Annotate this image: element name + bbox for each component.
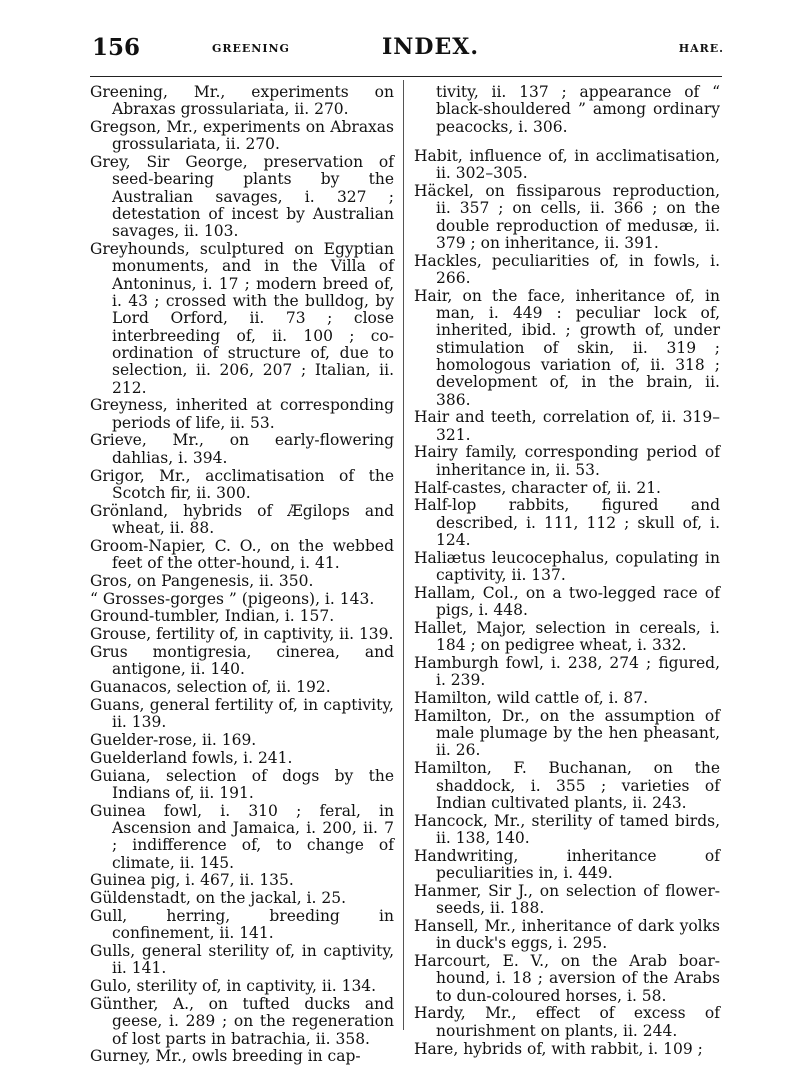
index-entry: Harcourt, E. V., on the Arab boar-hound, i. 18 ; aversion of the Arabs to dun-coloured horses, i. 58. [414,952,720,1005]
index-entry: Greyhounds, sculptured on Egyptian monuments, and in the Villa of Antoninus, i. 17 ; modern breed of, i. 43 ; crossed with the bulldog, by Lord Orford, ii. 73 ; close interbreeding of, ii. 100 ; co-ordination of structure of, due to selection, ii. 206, 207 ; Italian, ii. 212. [90,240,394,397]
index-entry: Gull, herring, breeding in confinement, ii. 141. [90,906,394,943]
index-entry: Grouse, fertility of, in captivity, ii. 139. [90,625,394,644]
index-entry: Hair and teeth, correlation of, ii. 319–321. [414,408,720,444]
index-entry: Hardy, Mr., effect of excess of nourishment on plants, ii. 244. [414,1004,720,1040]
index-entry: Hallam, Col., on a two-legged race of pigs, i. 448. [414,583,720,620]
index-entry: Groom-Napier, C. O., on the webbed feet of the otter-hound, i. 41. [90,536,394,573]
index-entry: Half-lop rabbits, figured and described, i. 111, 112 ; skull of, i. 124. [414,496,720,549]
index-entry: Guans, general fertility of, in captivity, ii. 139. [90,695,394,732]
index-entry: Ground-tumbler, Indian, i. 157. [90,607,335,626]
index-entry: Gulo, sterility of, in captivity, ii. 134. [90,977,377,996]
index-entry: Grönland, hybrids of Ægilops and wheat, ii. 88. [90,501,394,537]
running-head-title: INDEX. [382,34,479,60]
index-entry: Hamilton, F. Buchanan, on the shaddock, i. 355 ; varieties of Indian cultivated plants, ii. 243. [414,759,720,812]
page-header [92,34,732,68]
index-entry: Gros, on Pangenesis, ii. 350. [90,571,314,590]
index-entry: Guelderland fowls, i. 241. [90,748,293,767]
header-rule [90,76,722,77]
index-entry: Hamburgh fowl, i. 238, 274 ; figured, i. 239. [414,654,720,690]
index-entry: Hansell, Mr., inheritance of dark yolks in duck's eggs, i. 295. [414,916,720,953]
index-entry: Gregson, Mr., experiments on Abraxas grossulariata, ii. 270. [90,118,394,154]
right-column [414,84,720,1058]
index-entry: Hairy family, corresponding period of inheritance in, ii. 53. [414,443,720,479]
index-entry: Greening, Mr., experiments on Abraxas grossulariata, ii. 270. [90,83,394,119]
index-entry: Haliætus leucocephalus, copulating in captivity, ii. 137. [414,548,720,585]
page-number: 156 [92,34,141,61]
index-entry: Hackles, peculiarities of, in fowls, i. 266. [414,251,720,287]
index-entry: Half-castes, character of, ii. 21. [414,478,661,497]
index-entry: Hancock, Mr., sterility of tamed birds, ii. 138, 140. [414,811,720,847]
index-entry: Guelder-rose, ii. 169. [90,730,257,749]
left-column [90,84,394,1066]
index-entry: Hare, hybrids of, with rabbit, i. 109 ; [414,1039,703,1058]
index-entry: Hair, on the face, inheritance of, in man, i. 449 : peculiar lock of, inherited, ibid. ; growth of, under stimulation of skin, ii. 319 ; homologous variation of, ii. 318 ; development of, in the brain, ii. 386. [414,286,720,409]
index-entry: Grigor, Mr., acclimatisation of the Scotch fir, ii. 300. [90,466,394,502]
index-entry: Günther, A., on tufted ducks and geese, i. 289 ; on the regeneration of lost parts in batrachia, ii. 358. [90,994,394,1048]
index-entry: Handwriting, inheritance of peculiarities in, i. 449. [414,846,720,883]
index-entry: Grus montigresia, cinerea, and antigone, ii. 140. [90,643,394,679]
index-entry: Hanmer, Sir J., on selection of flower-seeds, ii. 188. [414,881,720,918]
continued-entry: tivity, ii. 137 ; appearance of “ black-shouldered ” among ordinary peacocks, i. 306. [436,83,720,136]
index-entry: Gurney, Mr., owls breeding in cap- [90,1047,361,1066]
index-entry: Grey, Sir George, preservation of seed-bearing plants by the Australian savages, i. 327 ; detestation of incest by Australian savages, ii. 103. [90,153,394,241]
index-entry: Hamilton, wild cattle of, i. 87. [414,689,649,708]
running-head-right: HARE. [678,42,724,55]
index-entry: Greyness, inherited at corresponding periods of life, ii. 53. [90,396,394,432]
index-entry: Gulls, general sterility of, in captivity, ii. 141. [90,942,394,978]
index-entry: Grieve, Mr., on early-flowering dahlias, i. 394. [90,431,394,467]
index-entry: Guanacos, selection of, ii. 192. [90,678,331,697]
index-entry: “ Grosses-gorges ” (pigeons), i. 143. [90,589,375,608]
running-head-left: GREENING [212,42,290,55]
index-entry: Habit, influence of, in acclimatisation, ii. 302–305. [414,146,720,183]
index-entry: Hallet, Major, selection in cereals, i. 184 ; on pedigree wheat, i. 332. [414,618,720,655]
index-entry: Güldenstadt, on the jackal, i. 25. [90,889,347,908]
index-entry: Häckel, on fissiparous reproduction, ii. 357 ; on cells, ii. 366 ; on the double reproduction of medusæ, ii. 379 ; on inheritance, ii. 391. [414,181,720,252]
index-entry: Guiana, selection of dogs by the Indians of, ii. 191. [90,766,394,802]
column-divider [403,80,404,1030]
index-entry: Hamilton, Dr., on the assumption of male plumage by the hen pheasant, ii. 26. [414,706,720,760]
index-entry: Guinea pig, i. 467, ii. 135. [90,871,294,890]
index-entry: Guinea fowl, i. 310 ; feral, in Ascension and Jamaica, i. 200, ii. 7 ; indifference of, to change of climate, ii. 145. [90,801,394,872]
